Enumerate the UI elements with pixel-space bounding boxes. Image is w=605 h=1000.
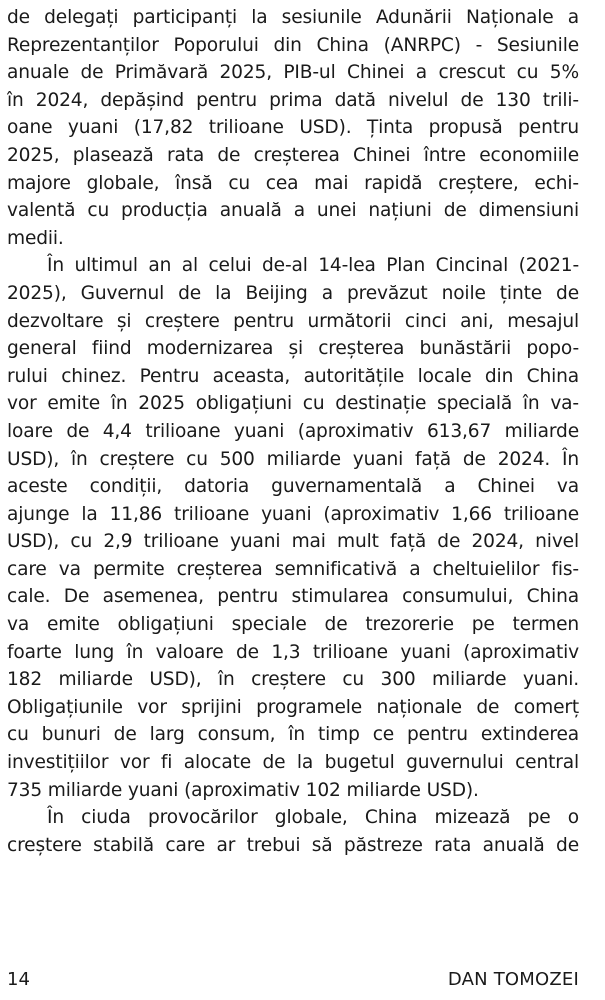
text-line: Obligațiunile vor sprijini programele naționale de comerț — [7, 696, 579, 718]
text-line: vor emite în 2025 obligațiuni cu destinație specială în va- — [7, 393, 579, 415]
text-line: va emite obligațiuni speciale de trezorerie pe termen — [7, 614, 579, 636]
text-line: oane yuani (17,82 trilioane USD). Ținta propusă pentru — [7, 117, 579, 139]
text-line: aceste condiții, datoria guvernamentală a Chinei va — [7, 476, 579, 498]
text-line: cu bunuri de larg consum, în timp ce pentru extinderea — [7, 724, 579, 746]
text-line: 735 miliarde yuani (aproximativ 102 miliarde USD). — [7, 779, 479, 801]
text-line: USD), în creștere cu 500 miliarde yuani față de 2024. În — [7, 448, 579, 470]
paragraph-3 — [7, 804, 579, 859]
text-line: anuale de Primăvară 2025, PIB-ul Chinei a crescut cu 5% — [7, 62, 579, 84]
text-line: 182 miliarde USD), în creștere cu 300 miliarde yuani. — [7, 669, 579, 691]
text-line: investițiilor vor fi alocate de la bugetul guvernului central — [7, 752, 579, 774]
page-number: 14 — [7, 969, 30, 990]
text-line: loare de 4,4 trilioane yuani (aproximativ 613,67 miliarde — [7, 420, 579, 442]
page-body — [7, 4, 579, 859]
text-line: ajunge la 11,86 trilioane yuani (aproximativ 1,66 trilioane — [7, 503, 579, 525]
page-footer — [7, 966, 579, 994]
text-line: medii. — [7, 227, 64, 249]
text-line: de delegați participanți la sesiunile Adunării Naționale a — [7, 7, 579, 28]
text-line: În ciuda provocărilor globale, China mizează pe o — [47, 807, 579, 829]
text-line: rului chinez. Pentru aceasta, autoritățile locale din China — [7, 365, 579, 387]
text-line: USD), cu 2,9 trilioane yuani mai mult față de 2024, nivel — [7, 531, 579, 553]
text-line: dezvoltare și creștere pentru următorii cinci ani, mesajul — [7, 310, 579, 332]
text-line: 2025, plasează rata de creșterea Chinei între economiile — [7, 144, 579, 166]
text-line: cale. De asemenea, pentru stimularea consumului, China — [7, 586, 579, 608]
text-line: Reprezentanților Poporului din China (ANRPC) - Sesiunile — [7, 34, 579, 56]
text-line: foarte lung în valoare de 1,3 trilioane yuani (aproximativ — [7, 641, 579, 663]
paragraph-2 — [7, 252, 579, 804]
text-line: 2025), Guvernul de la Beijing a prevăzut noile ținte de — [7, 282, 579, 304]
text-line: care va permite creșterea semnificativă a cheltuielilor fis- — [7, 558, 579, 580]
text-line: creștere stabilă care ar trebui să păstreze rata anuală de — [7, 834, 579, 856]
text-line: general fiind modernizarea și creșterea bunăstării popo- — [7, 338, 579, 360]
text-line: în 2024, depășind pentru prima dată nivelul de 130 trili- — [7, 89, 579, 111]
text-line: valentă cu producția anuală a unei națiuni de dimensiuni — [7, 200, 579, 222]
text-line: majore globale, însă cu cea mai rapidă creștere, echi- — [7, 172, 579, 194]
text-line: În ultimul an al celui de-al 14-lea Plan Cincinal (2021- — [47, 255, 579, 277]
paragraph-1 — [7, 4, 579, 252]
running-header-author: DAN TOMOZEI — [447, 969, 579, 990]
